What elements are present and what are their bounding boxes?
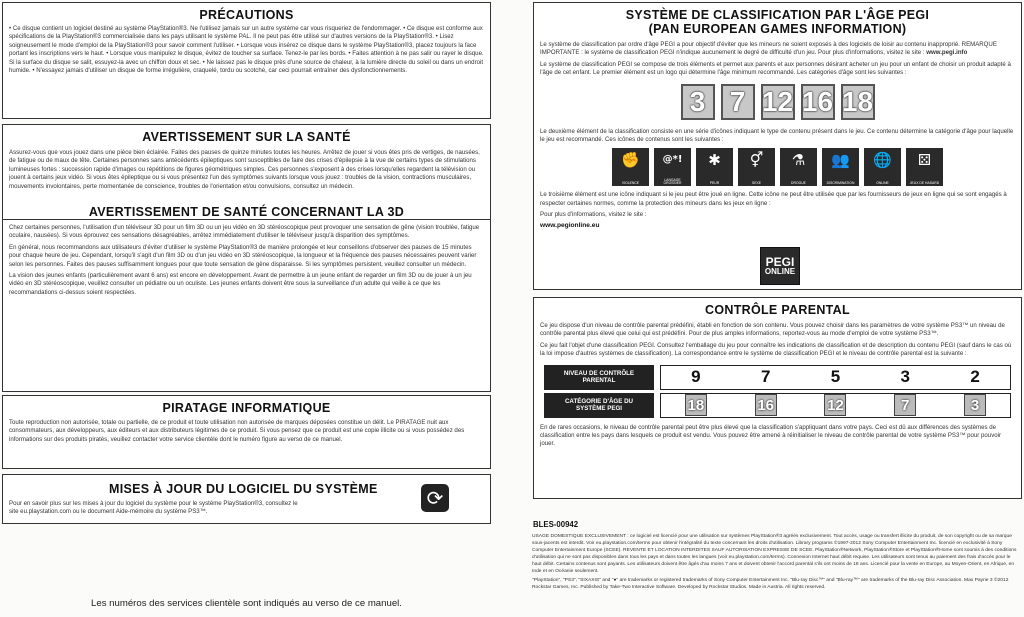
descriptor-label: SEXE: [751, 181, 762, 186]
fist-icon: ✊: [621, 151, 640, 170]
parental-control-section: [533, 297, 1022, 499]
pegi-age-logo: 16: [801, 84, 835, 120]
legal-trademark-text: "PlayStation", "PS3", "SIXAXIS" and "●" are trademarks or registered trademarks of Sony Computer Entertainment Inc. "Blu-ray Disc™" and "Blu-ray™" are trademarks of the Blu-ray Disc Association. Max Payne 3 ©2012 Rockstar Games, Inc. Published by Take-Two Interactive Software. Developed by Rockstar Studios. Made in Austria. All rights reserved.: [532, 577, 1009, 590]
pegi-title: SYSTÈME DE CLASSIFICATION PAR L'ÂGE PEGI: [625, 8, 930, 22]
customer-service-note: Les numéros des services clientèle sont indiqués au verso de ce manuel.: [91, 598, 402, 609]
precautions-text: • Ce disque contient un logiciel destiné au système PlayStation®3. Ne l'utilisez jamais sur un autre système car vous risqueriez de l'endommager. • Ce disque est conforme aux spécifications de la PlayStation®3 commercialisée dans les pays utilisant le système PAL. Il ne peut pas être utilisé sur d'autres versions de la PlayStation®3. • Lisez soigneusement le mode d'emploi de la PlayStation®3 pour savoir comment l'utiliser. • Lorsque vous insérez ce disque dans le système PlayStation®3, placez toujours la face portant les inscriptions vers le haut. • Lorsque vous manipulez le disque, évitez de toucher sa surface. Tenez-le par les bords. • Faites attention à ne pas salir ou rayer le disque. Si la surface du disque se salit, essuyez-la avec un chiffon doux et sec. • Ne laissez pas le disque près d'une source de chaleur, à la lumière directe du soleil ou dans un endroit humide. • N'essayez jamais d'utiliser un disque de forme irrégulière, craquelé, tordu ou scotché, car ceci pourrait entraîner des dysfonctionnements.: [9, 25, 484, 75]
descriptor-label: JEUX DE HASARD: [909, 181, 940, 186]
pegi-intro-elements: Le système de classification PEGI se compose de trois éléments et permet aux parents et aux personnes désirant acheter un jeu pour un enfant de choisir un produit adapté à l'âge de cet enfant. Le premier élément est un logo qui détermine l'âge minimum recommandé. Les catégories d'âge sont les suivantes :: [540, 60, 1011, 77]
sex-descriptor: [738, 148, 775, 186]
descriptor-label: ONLINE: [876, 181, 889, 186]
pegi-age-category-label: CATÉGORIE D'ÂGE DU SYSTÈME PEGI: [544, 393, 654, 418]
pegi-online-link[interactable]: www.pegionline.eu: [540, 221, 600, 229]
pegi-section: [533, 2, 1022, 290]
pegi-more-info: Pour plus d'informations, visitez le site :: [540, 211, 647, 219]
legal-notice: [532, 534, 1020, 594]
pegi-online-text: Le troisième élément est une icône indiquant si le jeu peut être joué en ligne. Cette icône ne peut être utilisée que par les fournisseurs de jeux en ligne qui se sont engagés à respecter certaines normes, comme la protection des mineurs dans les jeux en ligne :: [540, 191, 1007, 207]
spider-icon: ✱: [708, 151, 721, 170]
bad-language-descriptor: [654, 148, 691, 186]
pegi-age-logo: 18: [841, 84, 875, 120]
pegi-subtitle: (PAN EUROPEAN GAMES INFORMATION): [648, 22, 907, 36]
divider: [3, 219, 490, 220]
parental-control-note: En de rares occasions, le niveau de contrôle parental peut être plus élevé que la classification s'appliquant dans votre pays. Ceci est dû aux différences des systèmes de classification entre les pays dans lesquels ce produit est vendu. Vous pouvez être amené à réinitialiser le niveau de contrôle parental de votre système PS3™ pour pouvoir jouer.: [540, 423, 1002, 448]
pegi-age-logos: [540, 84, 1015, 120]
pegi-age-logo: 12: [761, 84, 795, 120]
parental-level-value: 3: [900, 367, 911, 387]
parental-level-value: 5: [830, 367, 841, 387]
system-updates-text: Pour en savoir plus sur les mises à jour du logiciel du système pour le système PlayStation®3, consultez le site eu.playstation.com ou le document Aide-mémoire du système PS3™.: [9, 500, 298, 516]
legal-usage-text: USAGE DOMESTIQUE EXCLUSIVEMENT : ce logiciel est licencié pour une utilisation sur systèmes PlayStation®3 agréés exclusivement. Tout accès, usage ou transfert illicite du produit, de son copyright ou de sa marque sous-jacents est interdit. Voir eu.playstation.com/terms pour obtenir l'intégralité du texte concernant les droits d'utilisation. Library programs ©1997-2012 Sony Computer Entertainment Inc. licencié en exclusivité à Sony Computer Entertainment Europe (SCEE). REVENTE ET LOCATION INTERDITES SAUF AUTORISATION EXPRESSE DE SCEE. PlayStation®Network, PlayStation®Store et PlayStation®Home sont soumis à des conditions d'utilisation qui ne sont pas disponibles dans tous les pays et dans toutes les langues (voir eu.playstation.com/terms). Connexion Internet haut débit requise. Les utilisateurs sont tenus au paiement des frais d'accès pour le haut débit. Certains contenus sont payants. Les utilisateurs doivent être âgés d'au moins 7 ans et doivent obtenir l'accord parental s'ils ont moins de 18 ans. Licencié pour la vente en Europe, au Moyen-Orient, en Afrique, en Inde et en Océanie seulement.: [532, 534, 1017, 574]
descriptor-label: DISCRIMINATION: [826, 181, 855, 186]
descriptor-label: DROGUE: [791, 181, 806, 186]
pegi-age-category-values: [660, 393, 1011, 418]
pegi-intro: [540, 41, 1015, 58]
globe-icon: 🌐: [873, 151, 892, 170]
piracy-title: PIRATAGE INFORMATIQUE: [162, 401, 331, 415]
system-updates-title: MISES À JOUR DU LOGICIEL DU SYSTÈME: [109, 482, 378, 496]
pegi-age-mini-logo: 12: [824, 394, 846, 416]
precautions-section: [2, 2, 491, 119]
update-arrows-icon: ⟳: [421, 484, 449, 512]
pegi-age-mini-logo: 3: [964, 394, 986, 416]
pegi-intro-text: Le système de classification par ordre d'âge PEGI a pour objectif d'éviter que les mineurs ne soient exposés à des logiciels de loisir au contenu inapproprié. REMARQUE IMPORTANTE : le système de classification PEGI n'indique aucunement le degré de difficulté d'un jeu. Pour plus d'informations, visitez le site :: [540, 41, 997, 57]
product-code: BLES-00942: [533, 520, 579, 529]
parental-level-value: 2: [970, 367, 980, 387]
fear-descriptor: [696, 148, 733, 186]
piracy-text: Toute reproduction non autorisée, totale ou partielle, de ce produit et toute utilisation non autorisée de marques déposées constitue un délit. Le PIRATAGE nuit aux consommateurs, aux développeurs, aux éditeurs et aux distributeurs légitimes de ce produit. Si vous pensez que ce produit est une copie illicite ou si vous possédez des informations sur des produits piratés, veuillez contacter votre service clientèle dont le numéro figure au verso de ce manuel.: [9, 419, 465, 443]
badge-pegi-text: PEGI: [765, 255, 795, 269]
badge-online-text: ONLINE: [764, 267, 796, 276]
pegi-age-mini-logo: 16: [755, 394, 777, 416]
parental-level-label: NIVEAU DE CONTRÔLE PARENTAL: [544, 365, 654, 390]
health-3d-paragraph: La vision des jeunes enfants (particulièrement avant 6 ans) est encore en développement. Avant de permettre à un jeune enfant de regarder un film 3D ou de jouer à un jeu vidéo en 3D stéréoscopique, veuillez consulter un pédiatre ou un oculiste. Les jeunes enfants doivent être sous la surveillance d'un adulte qui veille à ce que les recommandations ci-dessus soient respectées.: [9, 272, 472, 296]
parental-control-text: Ce jeu dispose d'un niveau de contrôle parental prédéfini, établi en fonction de son contenu. Vous pouvez choisir dans les paramètres de votre système PS3™ un niveau de contrôle parental plus élevé que celui qui est prédéfini. Pour de plus amples informations, reportez-vous au mode d'emploi de votre système PS3™.: [540, 322, 1005, 338]
people-icon: 👥: [831, 151, 850, 170]
health-sections: [2, 124, 491, 392]
pegi-content-descriptors-text: Le deuxième élément de la classification consiste en une série d'icônes indiquant le type de contenu présent dans le jeu. Ce contenu détermine la catégorie d'âge pour laquelle le jeu est recommandé. Ces icônes de contenus sont les suivantes :: [540, 127, 1014, 144]
health-warning-text: Assurez-vous que vous jouez dans une pièce bien éclairée. Faites des pauses de quinze minutes toutes les heures. Arrêtez de jouer si vous êtes pris de vertiges, de nausées, de fatigue ou de maux de tête. Certaines personnes sans antécédents épileptiques sont susceptibles de faire des crises d'épilepsie à la vue de certains types de stimulations lumineuses fortes : succession rapide d'images ou répétitions de figures géométriques simples. Ces personnes s'exposent à des crises lorsqu'elles regardent la télévision ou jouent à certains jeux vidéo. Si vous êtes épileptique ou si vous présentez l'un des symptômes suivants lorsque vous jouez : troubles de la vision, contractions musculaires, mouvements involontaires, perte momentanée de conscience, troubles de l'orientation et/ou convulsions, consultez un médecin.: [9, 149, 480, 190]
violence-descriptor: [612, 148, 649, 186]
parental-level-table: [544, 365, 1011, 418]
pegi-age-mini-logo: 7: [894, 394, 916, 416]
descriptor-label: PEUR: [709, 181, 720, 186]
parental-level-value: 7: [760, 367, 771, 387]
pegi-info-link[interactable]: www.pegi.info: [926, 49, 968, 57]
descriptor-label: LANGAGE GROSSIER: [663, 177, 682, 186]
gambling-descriptor: [906, 148, 943, 186]
health-warning-title: AVERTISSEMENT SUR LA SANTÉ: [142, 130, 351, 144]
piracy-section: [2, 395, 491, 469]
sex-icon: ⚥: [749, 151, 764, 170]
precautions-title: PRÉCAUTIONS: [199, 8, 294, 22]
parental-level-values: [660, 365, 1011, 390]
pegi-age-mini-logo: 18: [685, 394, 707, 416]
online-descriptor: [864, 148, 901, 186]
system-updates-section: [2, 474, 491, 524]
health-3d-title: AVERTISSEMENT DE SANTÉ CONCERNANT LA 3D: [88, 205, 405, 220]
dice-icon: ⚄: [917, 151, 932, 170]
parental-control-title: CONTRÔLE PARENTAL: [705, 303, 850, 317]
parental-level-value: 9: [691, 367, 701, 387]
health-3d-paragraph: En général, nous recommandons aux utilisateurs d'éviter d'utiliser le système PlayStation®3 de manière prolongée et leur conseillons d'observer des pauses de 15 minutes pour chaque heure de jeu. Cependant, lorsqu'il s'agit d'un film 3D ou d'un jeu vidéo en 3D stéréoscopique, la longueur et la fréquence des pauses nécessaires peuvent varier selon les personnes. Faites des pauses suffisamment longues pour que toute sensation de gêne disparaisse. Si les symptômes persistent, veuillez consulter un médecin.: [9, 243, 477, 268]
pegi-age-logo: 7: [721, 84, 755, 120]
pegi-online-badge: [760, 247, 800, 285]
health-3d-paragraph: Chez certaines personnes, l'utilisation d'un téléviseur 3D pour un film 3D ou un jeu vidéo en 3D stéréoscopique peut provoquer une sensation de gêne (vision troublée, fatigue oculaire, nausées). Si vous éprouvez ces sensations désagréables, arrêtez immédiatement d'utiliser le téléviseur jusqu'à disparition des symptômes.: [9, 224, 480, 240]
syringe-icon: ⚗: [791, 151, 806, 170]
content-descriptor-icons: [540, 148, 1015, 186]
pegi-age-logo: 3: [681, 84, 715, 120]
parental-control-text: Ce jeu fait l'objet d'une classification PEGI. Consultez l'emballage du jeu pour connaître les indications de classification et de description du contenu PEGI (sauf dans le cas où la loi impose d'autres systèmes de classification). La correspondance entre le système de classification PEGI et le niveau de contrôle parental est la suivante :: [540, 341, 1012, 358]
bad-language-icon: @*!: [662, 154, 683, 166]
descriptor-label: VIOLENCE: [621, 181, 640, 186]
drugs-descriptor: [780, 148, 817, 186]
discrimination-descriptor: [822, 148, 859, 186]
